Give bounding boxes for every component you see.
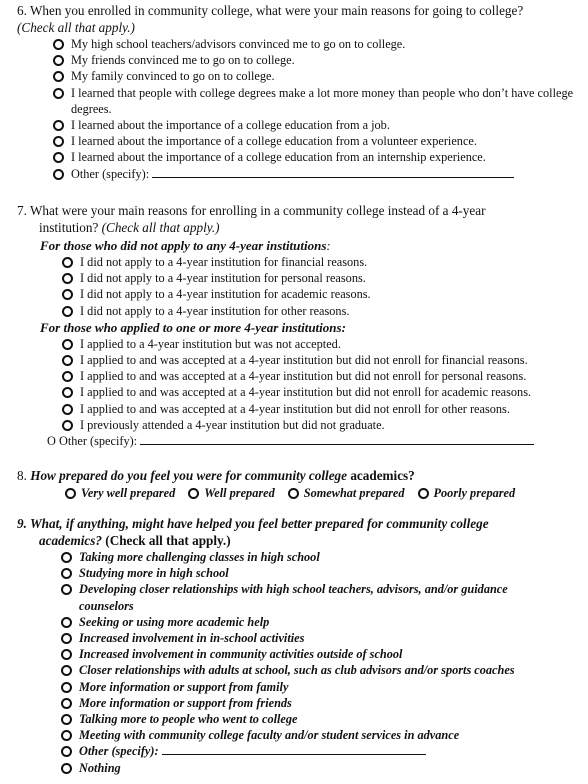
question-9-prompt-line2: academics? [39, 533, 102, 548]
group-2-heading: For those who applied to one or more 4-year institutions: [40, 319, 346, 335]
question-6-text [17, 2, 583, 19]
radio-icon[interactable] [61, 730, 72, 741]
question-7-text-cont [17, 219, 583, 236]
option-9-12[interactable]: Nothing [61, 760, 561, 776]
group-1-heading: For those who did not apply to any 4-year institutions: [40, 238, 331, 253]
option-9-1[interactable]: Studying more in high school [61, 565, 561, 581]
radio-icon[interactable] [53, 169, 64, 180]
radio-icon[interactable] [61, 746, 72, 757]
question-8-text [17, 467, 583, 484]
radio-icon[interactable] [188, 488, 199, 499]
option-9-7[interactable]: More information or support from family [61, 679, 561, 695]
option-7a-0[interactable]: I did not apply to a 4-year institution for financial reasons. [62, 254, 583, 270]
option-7b-5[interactable]: I previously attended a 4-year institution but did not graduate. [62, 417, 583, 433]
other-specify-field[interactable] [140, 433, 534, 445]
question-8-options [65, 485, 583, 501]
question-9-text-cont [17, 532, 583, 549]
question-6 [17, 2, 583, 182]
option-7a-1[interactable]: I did not apply to a 4-year institution for personal reasons. [62, 270, 583, 286]
radio-icon[interactable] [62, 339, 73, 350]
question-7-prompt-line2: institution? [39, 220, 99, 235]
question-8-prompt-bold: academics? [350, 468, 415, 483]
question-9-options [61, 549, 561, 776]
radio-icon[interactable] [288, 488, 299, 499]
question-8 [17, 467, 583, 501]
option-7b-3[interactable]: I applied to and was accepted at a 4-year institution but did not enroll for academic reasons. [62, 384, 583, 400]
radio-icon[interactable] [65, 488, 76, 499]
question-6-note: (Check all that apply.) [17, 20, 135, 35]
question-7 [17, 202, 583, 449]
option-7b-2[interactable]: I applied to and was accepted at a 4-year institution but did not enroll for personal reasons. [62, 368, 583, 384]
radio-icon[interactable] [62, 355, 73, 366]
option-9-9[interactable]: Talking more to people who went to college [61, 711, 561, 727]
radio-icon[interactable] [62, 387, 73, 398]
option-9-2[interactable]: Developing closer relationships with high school teachers, advisors, and/or guidance counselors [61, 581, 561, 613]
radio-icon[interactable] [62, 257, 73, 268]
radio-icon[interactable] [62, 404, 73, 415]
question-7-note: (Check all that apply.) [101, 220, 220, 235]
radio-icon[interactable] [61, 665, 72, 676]
option-6-0[interactable]: My high school teachers/advisors convinced me to go on to college. [53, 36, 581, 52]
question-8-number: 8. [17, 468, 27, 483]
option-7b-1[interactable]: I applied to and was accepted at a 4-year institution but did not enroll for financial reasons. [62, 352, 583, 368]
option-9-3[interactable]: Seeking or using more academic help [61, 614, 561, 630]
other-specify-field[interactable] [162, 743, 426, 755]
radio-icon[interactable] [53, 136, 64, 147]
question-7-prompt-line1: What were your main reasons for enrolling in a community college instead of a 4-year [29, 203, 486, 218]
option-9-8[interactable]: More information or support from friends [61, 695, 561, 711]
radio-icon[interactable] [62, 420, 73, 431]
radio-icon[interactable] [418, 488, 429, 499]
question-6-options [53, 36, 581, 182]
option-7b-0[interactable]: I applied to a 4-year institution but was not accepted. [62, 336, 583, 352]
option-7b-4[interactable]: I applied to and was accepted at a 4-year institution but did not enroll for other reasons. [62, 401, 583, 417]
question-9-note: (Check all that apply.) [105, 533, 231, 548]
radio-icon[interactable] [53, 71, 64, 82]
radio-icon[interactable] [53, 152, 64, 163]
group-2-options [62, 336, 583, 433]
radio-icon[interactable] [62, 289, 73, 300]
group-1-options [62, 254, 583, 319]
option-9-5[interactable]: Increased involvement in community activities outside of school [61, 646, 561, 662]
option-6-2[interactable]: My family convinced to go on to college. [53, 68, 581, 84]
option-9-other[interactable]: Other (specify): [61, 743, 561, 759]
option-9-0[interactable]: Taking more challenging classes in high school [61, 549, 561, 565]
option-7a-3[interactable]: I did not apply to a 4-year institution for other reasons. [62, 303, 583, 319]
option-8-0[interactable]: Very well prepared [65, 485, 175, 501]
radio-icon[interactable] [61, 617, 72, 628]
radio-icon[interactable] [61, 649, 72, 660]
question-9-text [17, 515, 583, 532]
option-6-4[interactable]: I learned about the importance of a college education from a job. [53, 117, 581, 133]
radio-icon[interactable] [53, 120, 64, 131]
radio-icon[interactable] [62, 371, 73, 382]
option-6-6[interactable]: I learned about the importance of a college education from an internship experience. [53, 149, 581, 165]
option-6-1[interactable]: My friends convinced me to go on to college. [53, 52, 581, 68]
question-6-prompt: When you enrolled in community college, what were your main reasons for going to college? [29, 3, 524, 18]
radio-icon[interactable] [61, 552, 72, 563]
radio-icon[interactable] [53, 55, 64, 66]
radio-icon[interactable] [61, 584, 72, 595]
radio-icon[interactable] [61, 682, 72, 693]
radio-icon[interactable] [61, 568, 72, 579]
radio-icon[interactable] [53, 39, 64, 50]
option-7-other[interactable]: O Other (specify): [47, 433, 583, 449]
option-6-other[interactable]: Other (specify): [53, 166, 581, 182]
option-6-5[interactable]: I learned about the importance of a college education from a volunteer experience. [53, 133, 581, 149]
question-7-number: 7. [17, 203, 27, 218]
question-9 [17, 515, 583, 776]
radio-icon[interactable] [61, 633, 72, 644]
option-9-4[interactable]: Increased involvement in in-school activities [61, 630, 561, 646]
radio-icon[interactable] [61, 698, 72, 709]
option-8-1[interactable]: Well prepared [188, 485, 274, 501]
option-9-6[interactable]: Closer relationships with adults at school, such as club advisors and/or sports coaches [61, 662, 561, 678]
radio-icon[interactable] [61, 714, 72, 725]
option-8-3[interactable]: Poorly prepared [418, 485, 516, 501]
option-8-2[interactable]: Somewhat prepared [288, 485, 405, 501]
radio-icon[interactable] [53, 88, 64, 99]
radio-icon[interactable] [61, 763, 72, 774]
radio-icon[interactable] [62, 306, 73, 317]
question-9-prompt-line1: What, if anything, might have helped you feel better prepared for community college [29, 516, 489, 531]
option-6-3[interactable]: I learned that people with college degrees make a lot more money than people who don’t have college degrees. [53, 85, 581, 117]
other-specify-field[interactable] [152, 166, 514, 178]
question-6-number: 6. [17, 3, 27, 18]
question-8-prompt: How prepared do you feel you were for community college [30, 468, 348, 483]
option-9-10[interactable]: Meeting with community college faculty and/or student services in advance [61, 727, 561, 743]
option-7a-2[interactable]: I did not apply to a 4-year institution for academic reasons. [62, 286, 583, 302]
question-9-number: 9. [17, 516, 27, 531]
radio-icon[interactable] [62, 273, 73, 284]
question-7-text [17, 202, 583, 219]
